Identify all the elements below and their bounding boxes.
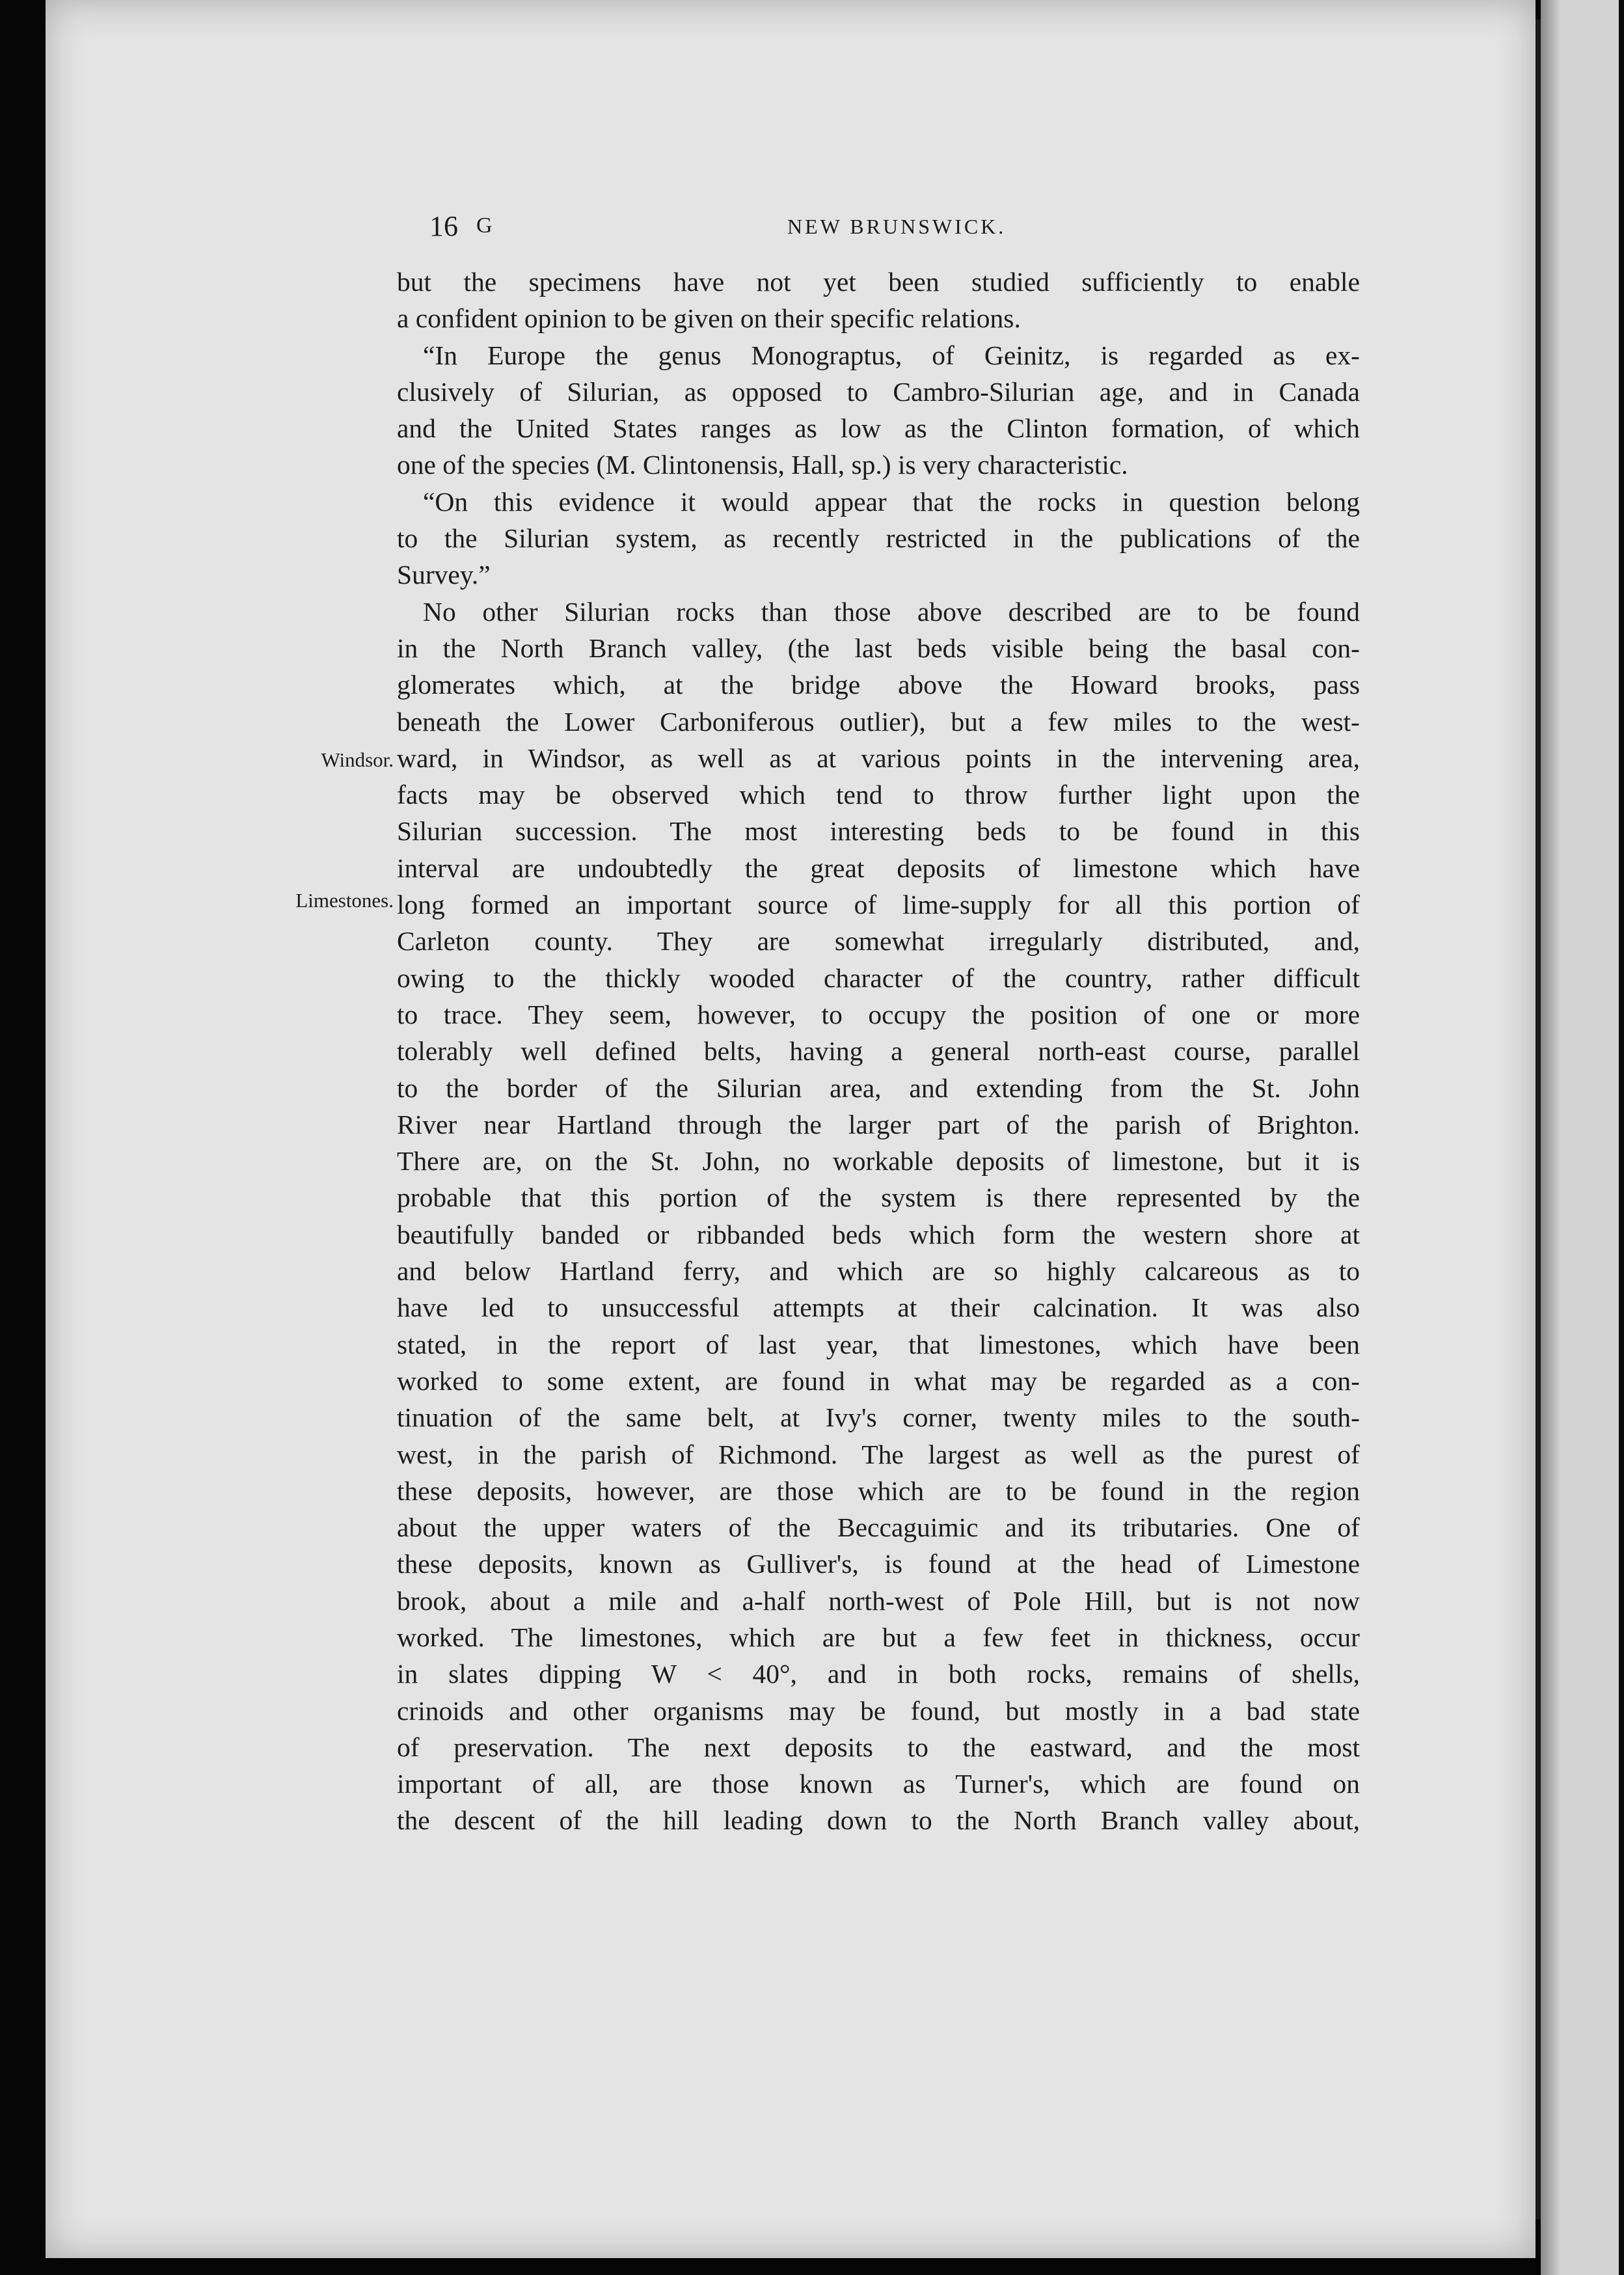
text-line: stated, in the report of last year, that limestones, which have been — [397, 1329, 1360, 1359]
text-line: No other Silurian rocks than those above described are to be found — [423, 596, 1360, 627]
page-number: 16 — [429, 210, 458, 242]
text-line: these deposits, however, are those which are to be found in the region — [397, 1475, 1360, 1506]
scan-border — [1619, 0, 1624, 2275]
text-line: one of the species (M. Clintonensis, Hall, sp.) is very characteristic. — [397, 450, 1128, 480]
text-line: tolerably well defined belts, having a general north-east course, parallel — [397, 1036, 1360, 1067]
text-line: long formed an important source of lime-supply for all this portion of — [397, 890, 1360, 920]
text-line: to trace. They seem, however, to occupy the position of one or more — [397, 999, 1360, 1029]
text-line: Silurian succession. The most interesting beds to be found in this — [397, 816, 1360, 847]
text-line: clusively of Silurian, as opposed to Cambro-Silurian age, and in Canada — [397, 376, 1360, 407]
margin-note-limestones: Limestones. — [295, 889, 394, 912]
text-line: probable that this portion of the system is there represented by the — [397, 1182, 1360, 1213]
text-line: glomerates which, at the bridge above the Howard brooks, pass — [397, 670, 1360, 700]
text-line: these deposits, known as Gulliver's, is found at the head of Limestone — [397, 1549, 1360, 1579]
text-line: worked. The limestones, which are but a few feet in thickness, occur — [397, 1622, 1360, 1652]
body-text — [397, 264, 1360, 1839]
text-line: worked to some extent, are found in what may be regarded as a con- — [397, 1365, 1360, 1396]
text-line: to the Silurian system, as recently restricted in the publications of the — [397, 523, 1360, 554]
paragraph — [397, 593, 1360, 1839]
text-line: west, in the parish of Richmond. The largest as well as the purest of — [397, 1439, 1360, 1469]
text-line: about the upper waters of the Beccaguimic and its tributaries. One of — [397, 1512, 1360, 1543]
text-line: in slates dipping W < 40°, and in both rocks, remains of shells, — [397, 1659, 1360, 1689]
text-line: “In Europe the genus Monograptus, of Geinitz, is regarded as ex- — [423, 340, 1360, 370]
text-line: “On this evidence it would appear that the rocks in question belong — [423, 486, 1360, 517]
text-line: but the specimens have not yet been studied sufficiently to enable — [397, 267, 1360, 297]
text-line: have led to unsuccessful attempts at their calcination. It was also — [397, 1292, 1360, 1323]
text-line: beautifully banded or ribbanded beds which form the western shore at — [397, 1219, 1360, 1249]
text-line: beneath the Lower Carboniferous outlier), but a few miles to the west- — [397, 706, 1360, 737]
margin-note-windsor: Windsor. — [321, 748, 394, 771]
text-line: tinuation of the same belt, at Ivy's corner, twenty miles to the south- — [397, 1402, 1360, 1433]
text-line: ward, in Windsor, as well as at various points in the intervening area, — [397, 742, 1360, 773]
page-edge — [1536, 20, 1541, 2219]
text-line: important of all, are those known as Turner's, which are found on — [397, 1769, 1360, 1799]
text-line: River near Hartland through the larger part of the parish of Brighton. — [397, 1109, 1360, 1139]
running-title: NEW BRUNSWICK. — [787, 215, 1007, 238]
text-line: and below Hartland ferry, and which are so highly calcareous as to — [397, 1256, 1360, 1287]
text-line: to the border of the Silurian area, and extending from the St. John — [397, 1072, 1360, 1103]
text-line: facts may be observed which tend to throw further light upon the — [397, 780, 1360, 810]
text-line: a confident opinion to be given on their specific relations. — [397, 303, 1021, 334]
text-line: brook, about a mile and a-half north-west of Pole Hill, but is not now — [397, 1585, 1360, 1616]
running-head — [429, 210, 1360, 249]
text-line: Carleton county. They are somewhat irregularly distributed, and, — [397, 926, 1360, 957]
paragraph — [397, 484, 1360, 593]
text-line: Survey.” — [397, 560, 491, 590]
text-line: in the North Branch valley, (the last beds visible being the basal con- — [397, 633, 1360, 663]
text-line: There are, on the St. John, no workable deposits of limestone, but it is — [397, 1146, 1360, 1177]
text-line: interval are undoubtedly the great deposits of limestone which have — [397, 852, 1360, 883]
binding-shadow — [1541, 0, 1560, 2275]
text-line: of preservation. The next deposits to the eastward, and the most — [397, 1732, 1360, 1762]
text-line: and the United States ranges as low as the Clinton formation, of which — [397, 413, 1360, 444]
text-line: crinoids and other organisms may be found, but mostly in a bad state — [397, 1695, 1360, 1726]
text-line: owing to the thickly wooded character of the country, rather difficult — [397, 962, 1360, 993]
text-line: the descent of the hill leading down to the North Branch valley about, — [397, 1805, 1360, 1836]
paragraph — [397, 264, 1360, 337]
page-letter: G — [476, 213, 493, 238]
paragraph — [397, 337, 1360, 484]
